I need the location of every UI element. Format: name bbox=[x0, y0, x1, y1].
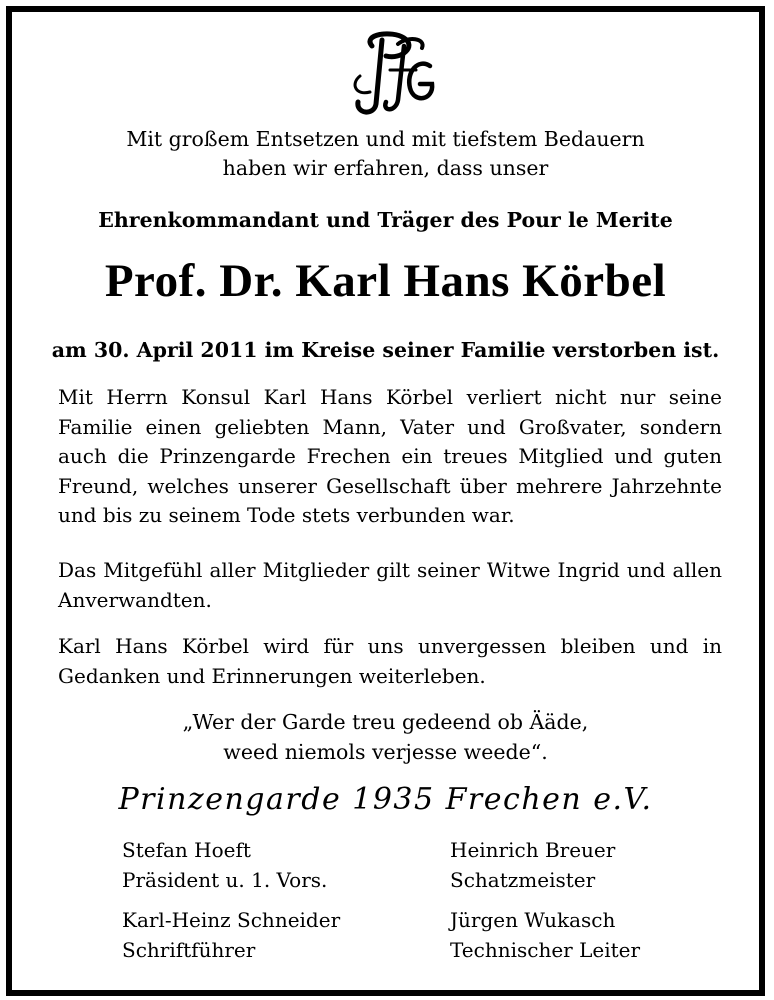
signatory-role: Schatzmeister bbox=[450, 868, 596, 892]
quote-line-2: weed niemols verjesse weede“. bbox=[223, 739, 548, 764]
signatory-role: Schriftführer bbox=[122, 938, 256, 962]
quote-line-1: „Wer der Garde treu gedeend ob Ääde, bbox=[182, 710, 589, 734]
signatory-role: Technischer Leiter bbox=[450, 938, 641, 962]
paragraph-remembrance: Karl Hans Körbel wird für uns unvergessen bleiben und in Gedanken und Erinnerungen weiterleben. bbox=[58, 634, 722, 688]
signatory bbox=[122, 835, 327, 895]
pfg-monogram-icon bbox=[342, 26, 442, 121]
organization-signature: Prinzengarde 1935 Frechen e.V. bbox=[118, 782, 653, 817]
signatory bbox=[450, 905, 640, 965]
death-notice: am 30. April 2011 im Kreise seiner Familie verstorben ist. bbox=[51, 338, 720, 362]
signatory bbox=[450, 835, 615, 895]
intro-line-1: Mit großem Entsetzen und mit tiefstem Bedauern bbox=[126, 127, 645, 151]
signatory-name: Stefan Hoeft bbox=[122, 838, 251, 862]
rank-title: Ehrenkommandant und Träger des Pour le Merite bbox=[98, 208, 673, 232]
signatory bbox=[122, 905, 340, 965]
intro-text bbox=[12, 125, 759, 183]
signatory-name: Heinrich Breuer bbox=[450, 838, 616, 862]
deceased-name: Prof. Dr. Karl Hans Körbel bbox=[104, 255, 667, 307]
signatory-name: Jürgen Wukasch bbox=[450, 908, 616, 932]
motto-quote bbox=[12, 708, 759, 767]
paragraph-tribute: Mit Herrn Konsul Karl Hans Körbel verliert nicht nur seine Familie einen geliebten Mann, Vater und Großvater, sondern auch die Prinzengarde Frechen ein treues Mitglied und guten Freund, welches unserer Gesellschaft über mehrere Jahrzehnte und bis zu seinem Tode stets verbunden war. bbox=[58, 385, 722, 528]
signatory-role: Präsident u. 1. Vors. bbox=[122, 868, 328, 892]
paragraph-condolence: Das Mitgefühl aller Mitglieder gilt seiner Witwe Ingrid und allen Anverwandten. bbox=[58, 558, 722, 612]
signatory-name: Karl-Heinz Schneider bbox=[122, 908, 341, 932]
obituary-frame bbox=[6, 6, 765, 996]
intro-line-2: haben wir erfahren, dass unser bbox=[222, 156, 549, 180]
